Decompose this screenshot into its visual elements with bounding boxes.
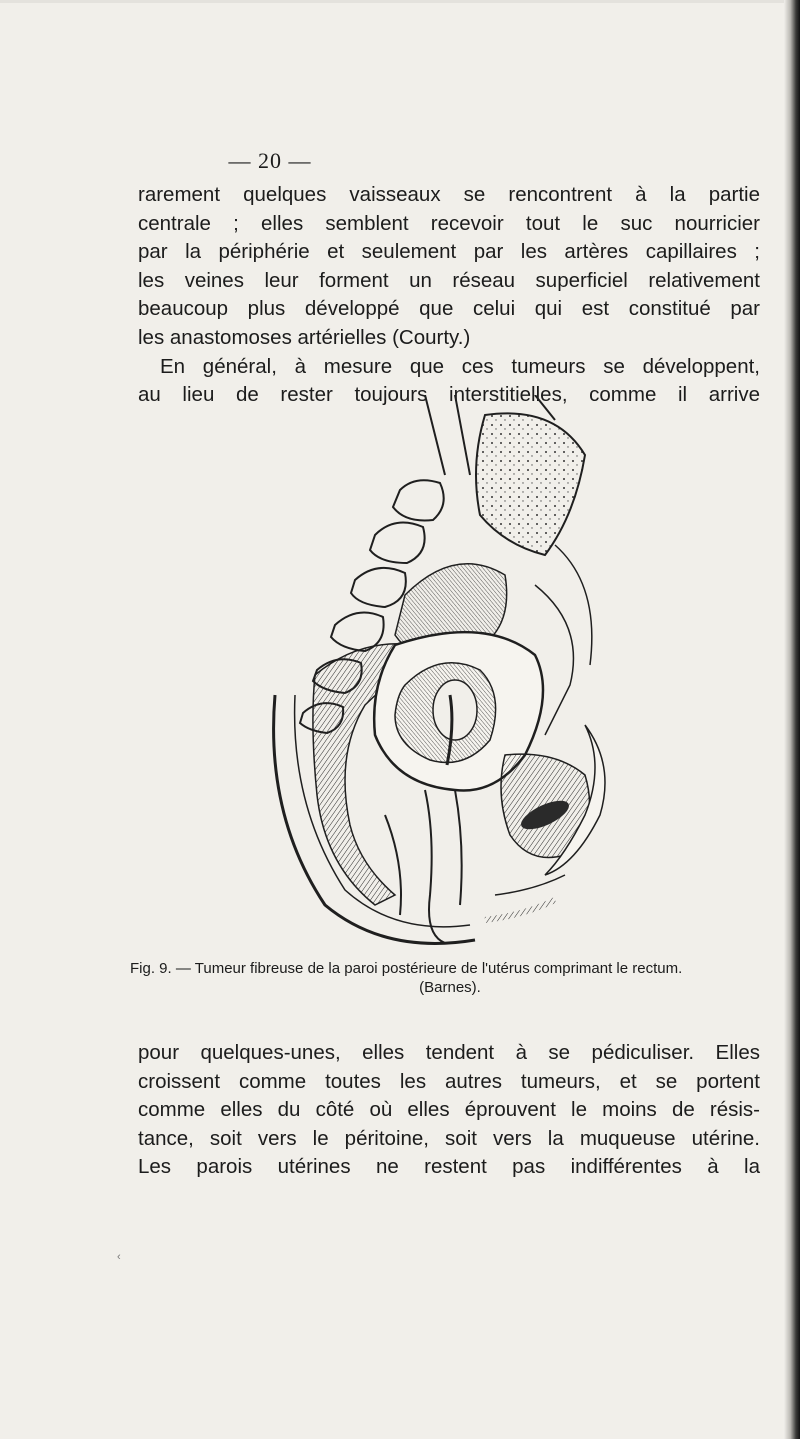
vaginal-canal bbox=[425, 790, 462, 943]
text-line: par la périphérie et seulement par les artères capillaires ; bbox=[138, 240, 760, 264]
figure-caption bbox=[130, 959, 770, 997]
text-line: comme elles du côté où elles éprouvent le moins de résis- bbox=[138, 1098, 760, 1122]
text-line: Les parois utérines ne restent pas indifférentes à la bbox=[138, 1155, 760, 1179]
text-line: les veines leur forment un réseau superficiel relativement bbox=[138, 268, 760, 292]
text-line: les anastomoses artérielles (Courty.) bbox=[138, 325, 471, 349]
text-line: pour quelques-unes, elles tendent à se pédiculiser. Elles bbox=[138, 1041, 760, 1064]
text-line: au lieu de rester toujours interstitielles, comme il arrive bbox=[138, 383, 760, 407]
illustration-drawing bbox=[255, 395, 710, 955]
book-spine-shadow bbox=[784, 0, 800, 1439]
text-line: centrale ; elles semblent recevoir tout le suc nourricier bbox=[138, 211, 760, 235]
caption-line: Fig. 9. — Tumeur fibreuse de la paroi postérieure de l'utérus comprimant le rectum. bbox=[130, 960, 683, 977]
text-line: En général, à mesure que ces tumeurs se développent, bbox=[160, 354, 760, 378]
text-line: tance, soit vers le péritoine, soit vers la muqueuse utérine. bbox=[138, 1126, 760, 1150]
pubic-bone bbox=[476, 413, 585, 555]
paragraph-top bbox=[138, 181, 760, 410]
text-line: croissent comme toutes les autres tumeurs, et se portent bbox=[138, 1069, 760, 1093]
paragraph-bottom bbox=[138, 1039, 760, 1182]
stray-mark: ‹ bbox=[117, 1251, 121, 1263]
anatomical-illustration bbox=[255, 395, 710, 955]
page-top-edge bbox=[0, 0, 800, 3]
text-line: beaucoup plus développé que celui qui est constitué par bbox=[138, 297, 760, 321]
text-line: rarement quelques vaisseaux se rencontrent à la partie bbox=[138, 183, 760, 206]
caption-source: (Barnes). bbox=[419, 979, 481, 996]
page-number: — 20 — bbox=[228, 148, 312, 173]
abdominal-wall bbox=[535, 545, 592, 735]
